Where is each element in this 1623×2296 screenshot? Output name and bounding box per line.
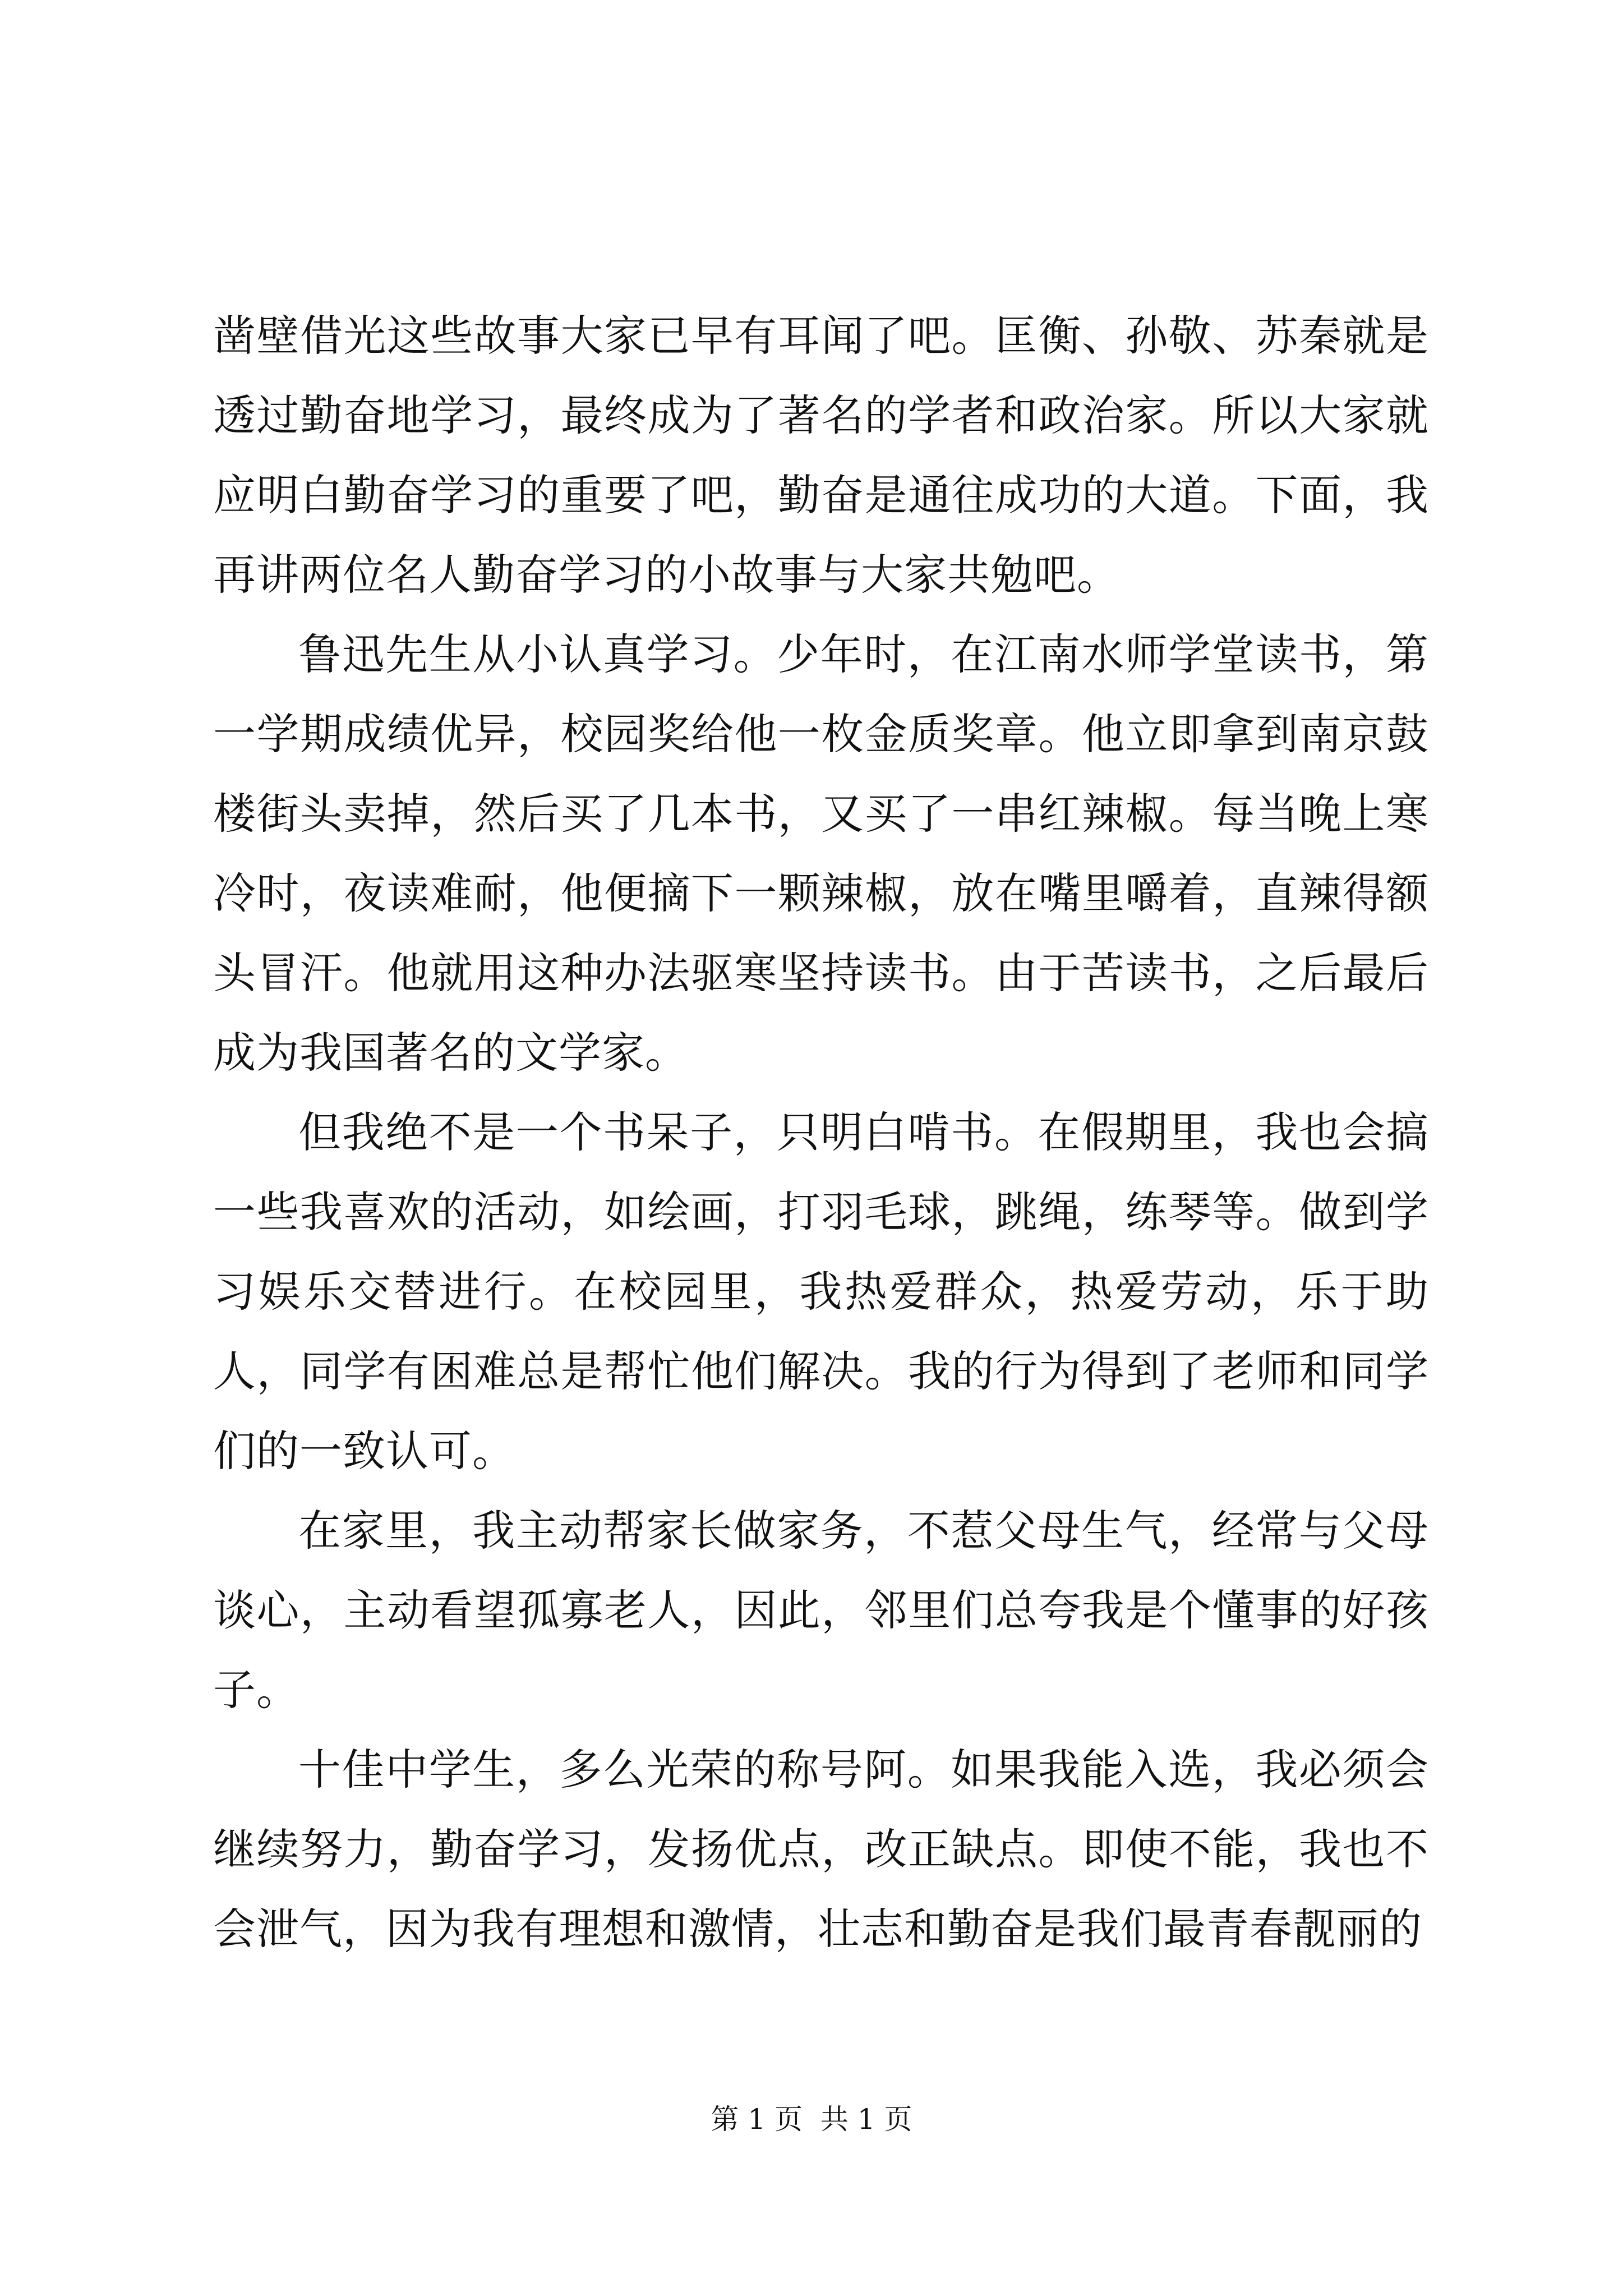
- page-number-label: 第 1 页 共 1 页: [711, 2103, 912, 2136]
- paragraph-5: 十佳中学生，多么光荣的称号阿。如果我能入选，我必须会继续努力，勤奋学习，发扬优点，改正缺点。即使不能，我也不会泄气，因为我有理想和激情，壮志和勤奋是我们最青春靓丽的: [213, 1745, 1429, 1954]
- paragraph-2: 鲁迅先生从小认真学习。少年时，在江南水师学堂读书，第一学期成绩优异，校园奖给他一枚金质奖章。他立即拿到南京鼓楼街头卖掉，然后买了几本书，又买了一串红辣椒。每当晚上寒冷时，夜读难耐，他便摘下一颗辣椒，放在嘴里嚼着，直辣得额头冒汗。他就用这种办法驱寒坚持读书。由于苦读书，之后最后成为我国著名的文学家。: [213, 629, 1429, 1078]
- document-body: [213, 296, 1429, 1969]
- paragraph-3: 但我绝不是一个书呆子，只明白啃书。在假期里，我也会搞一些我喜欢的活动，如绘画，打羽毛球，跳绳，练琴等。做到学习娱乐交替进行。在校园里，我热爱群众，热爱劳动，乐于助人，同学有困难总是帮忙他们解决。我的行为得到了老师和同学们的一致认可。: [213, 1107, 1429, 1476]
- paragraph-1: 凿壁借光这些故事大家已早有耳闻了吧。匡衡、孙敬、苏秦就是透过勤奋地学习，最终成为了著名的学者和政治家。所以大家就应明白勤奋学习的重要了吧，勤奋是通往成功的大道。下面，我再讲两位名人勤奋学习的小故事与大家共勉吧。: [213, 311, 1429, 600]
- page-footer: [0, 2102, 1623, 2136]
- paragraph-4: 在家里，我主动帮家长做家务，不惹父母生气，经常与父母谈心，主动看望孤寡老人，因此，邻里们总夸我是个懂事的好孩子。: [213, 1506, 1429, 1715]
